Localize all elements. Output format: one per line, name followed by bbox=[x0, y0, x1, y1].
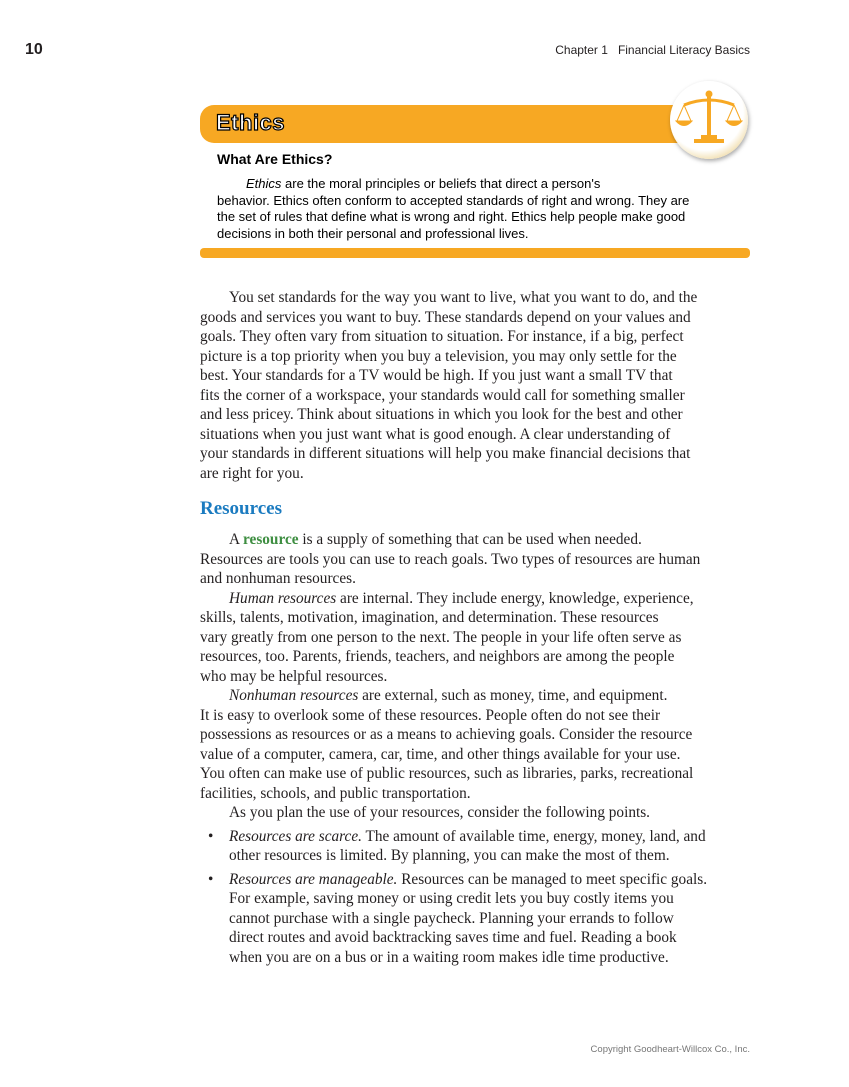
text-line bbox=[200, 550, 760, 570]
text-span: and less pricey. Think about situations in which you look for the best and other bbox=[200, 406, 683, 423]
text-span: are external, such as money, time, and equipment. bbox=[358, 687, 668, 704]
text-line bbox=[200, 909, 760, 929]
text-line bbox=[217, 209, 737, 226]
text-span: facilities, schools, and public transportation. bbox=[200, 784, 471, 802]
text-line bbox=[200, 764, 760, 784]
text-span: Resources can be managed to meet specific goals. bbox=[397, 870, 708, 888]
text-span: your standards in different situations will help you make financial decisions that bbox=[200, 445, 691, 462]
text-span: fits the corner of a workspace, your standards would call for something smaller bbox=[200, 386, 685, 404]
text-line bbox=[200, 386, 760, 406]
text-line bbox=[200, 608, 760, 628]
text-span: Ethics bbox=[246, 176, 282, 191]
text-line bbox=[200, 464, 760, 484]
text-span: other resources is limited. By planning, you can make the most of them. bbox=[229, 847, 670, 864]
text-line bbox=[200, 628, 760, 648]
text-line bbox=[200, 889, 760, 909]
text-line bbox=[200, 948, 760, 968]
text-span: A bbox=[229, 531, 244, 548]
text-line bbox=[200, 425, 760, 445]
intro-paragraph bbox=[200, 288, 760, 483]
text-line bbox=[200, 288, 760, 308]
text-line bbox=[200, 444, 760, 464]
scales-of-justice-icon bbox=[670, 81, 748, 159]
text-span: cannot purchase with a single paycheck. Planning your errands to follow bbox=[229, 909, 674, 927]
text-line bbox=[200, 347, 760, 367]
text-line bbox=[200, 706, 760, 726]
ethics-bottom-bar bbox=[200, 248, 750, 258]
text-span: You set standards for the way you want to live, what you want to do, and the bbox=[229, 289, 698, 306]
text-line bbox=[200, 589, 760, 609]
text-line bbox=[200, 530, 760, 550]
text-span: picture is a top priority when you buy a television, you may only settle for the bbox=[200, 347, 677, 365]
text-span: Human resources bbox=[229, 589, 337, 607]
text-span: who may be helpful resources. bbox=[200, 667, 388, 685]
text-span: skills, talents, motivation, imagination, and determination. These resources bbox=[200, 609, 659, 626]
text-span: when you are on a bus or in a waiting room makes idle time productive. bbox=[229, 948, 669, 966]
text-span: As you plan the use of your resources, consider the following points. bbox=[229, 804, 651, 821]
text-span: vary greatly from one person to the next. The people in your life often serve as bbox=[200, 628, 682, 646]
text-span: possessions as resources or as a means to achieving goals. Consider the resource bbox=[200, 726, 693, 743]
text-line bbox=[217, 193, 737, 210]
running-header bbox=[555, 43, 750, 57]
ethics-subtitle: What Are Ethics? bbox=[217, 151, 333, 167]
text-span: the set of rules that define what is wrong and right. Ethics help people make good bbox=[217, 209, 686, 224]
chapter-label: Chapter 1 bbox=[555, 43, 608, 57]
text-line bbox=[217, 176, 737, 193]
text-line bbox=[200, 667, 760, 687]
glossary-term: resource bbox=[243, 531, 299, 548]
text-span: resources, too. Parents, friends, teachers, and neighbors are among the people bbox=[200, 648, 675, 665]
ethics-body bbox=[217, 176, 737, 242]
text-span: The amount of available time, energy, money, land, and bbox=[361, 827, 706, 845]
chapter-title: Financial Literacy Basics bbox=[617, 43, 750, 57]
text-line bbox=[200, 725, 760, 745]
text-line bbox=[200, 327, 760, 347]
text-line bbox=[200, 928, 760, 948]
text-span: are internal. They include energy, knowledge, experience, bbox=[336, 589, 694, 607]
text-line bbox=[200, 846, 760, 866]
text-line bbox=[200, 569, 760, 589]
text-line bbox=[200, 405, 760, 425]
text-span: are the moral principles or beliefs that direct a person's bbox=[281, 176, 601, 191]
bullet: • bbox=[208, 870, 214, 888]
text-span: best. Your standards for a TV would be high. If you just want a small TV that bbox=[200, 367, 673, 384]
text-line bbox=[200, 308, 760, 328]
text-line bbox=[200, 686, 760, 706]
text-line bbox=[200, 745, 760, 765]
text-span: behavior. Ethics often conform to accepted standards of right and wrong. They are bbox=[217, 192, 690, 208]
text-line bbox=[217, 226, 737, 243]
bullet: • bbox=[208, 827, 214, 845]
text-line bbox=[200, 784, 760, 804]
ethics-title: Ethics bbox=[216, 110, 286, 135]
text-line bbox=[200, 803, 760, 823]
text-line bbox=[200, 870, 760, 890]
text-span: goods and services you want to buy. These standards depend on your values and bbox=[200, 308, 691, 326]
resources-heading: Resources bbox=[200, 498, 282, 519]
text-span: are right for you. bbox=[200, 464, 304, 482]
text-span: For example, saving money or using credit lets you buy costly items you bbox=[229, 890, 674, 907]
text-span: Resources are manageable. bbox=[229, 870, 398, 888]
resources-section bbox=[200, 530, 760, 967]
text-span: Resources are scarce. bbox=[229, 827, 362, 845]
text-line bbox=[200, 827, 760, 847]
text-span: situations when you just want what is good enough. A clear understanding of bbox=[200, 425, 671, 443]
text-span: You often can make use of public resources, such as libraries, parks, recreational bbox=[200, 765, 694, 782]
page-number: 10 bbox=[25, 41, 43, 58]
text-line bbox=[200, 366, 760, 386]
text-span: direct routes and avoid backtracking saves time and fuel. Reading a book bbox=[229, 929, 677, 946]
text-span: Nonhuman resources bbox=[229, 687, 359, 704]
text-span: decisions in both their personal and professional lives. bbox=[217, 225, 529, 241]
text-span: goals. They often vary from situation to situation. For instance, if a big, perfect bbox=[200, 328, 684, 345]
text-span: Resources are tools you can use to reach goals. Two types of resources are human bbox=[200, 550, 701, 568]
text-span: value of a computer, camera, car, time, and other things available for your use. bbox=[200, 745, 681, 763]
text-span: It is easy to overlook some of these resources. People often do not see their bbox=[200, 706, 661, 724]
text-span: is a supply of something that can be used when needed. bbox=[298, 531, 642, 548]
text-line bbox=[200, 647, 760, 667]
copyright: Copyright Goodheart-Willcox Co., Inc. bbox=[590, 1044, 750, 1055]
text-span: and nonhuman resources. bbox=[200, 570, 356, 587]
